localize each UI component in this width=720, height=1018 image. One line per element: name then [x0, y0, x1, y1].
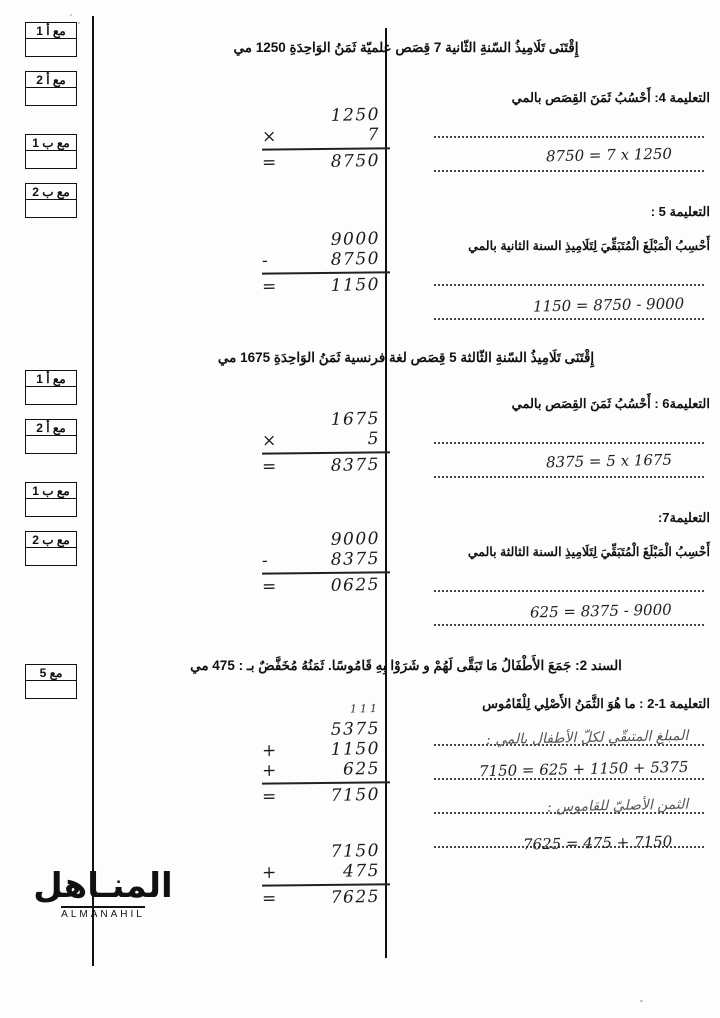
mark-label: مع 5: [25, 664, 77, 680]
operand: 5: [367, 428, 381, 450]
answer-line[interactable]: [434, 284, 704, 286]
logo-subtitle: ALMANAHIL: [61, 906, 145, 920]
mark-group-5: [14, 664, 88, 701]
operand: 7150: [330, 840, 381, 862]
operand: 5375: [330, 718, 381, 740]
mark-checkbox[interactable]: [25, 435, 77, 454]
carry-digits: 111: [349, 701, 381, 716]
mark-label: مع أ 1: [25, 370, 77, 386]
answer-line[interactable]: [434, 590, 704, 592]
operator: +: [261, 862, 277, 884]
answer-line[interactable]: [434, 170, 704, 172]
statement-2: إِقْتَنَى تَلَامِيذُ السّنةِ الثّالثة 5 قِصَص لغة فرنسية ثَمَنُ الوَاحِدَةِ 1675 مي: [217, 350, 595, 365]
operand: 9000: [330, 228, 381, 250]
mark-item: [25, 531, 77, 566]
operator: +: [261, 760, 277, 782]
handwritten-answer-8: 7625 = 475 + 7150: [522, 832, 673, 854]
scan-speck: [70, 14, 72, 16]
operand: 8375: [330, 548, 381, 570]
statement-3: السند 2: جَمَعَ الأَطْفَالُ مَا تَبَقَّى لَهُمْ و شَرَوْا بِهِ قَامُوسًا. ثَمَنُهُ مُخَفَّضٌ بـ : 475 مي: [190, 658, 622, 673]
calculation-4: [262, 530, 390, 596]
instruction-5: التعليمة 5 :: [650, 204, 710, 219]
left-vertical-rule: [92, 16, 94, 966]
operand: 1675: [330, 408, 381, 430]
operator: +: [261, 740, 277, 762]
mark-checkbox[interactable]: [25, 386, 77, 405]
operand: 9000: [330, 528, 381, 550]
result: 8750: [330, 150, 381, 172]
calculation-6: [262, 842, 390, 908]
calculation-1: [262, 106, 390, 172]
instruction-7-body: أَحْسِبُ الْمَبْلَغَ الْمُتَبَقِّيَ لِتَلَامِيذِ السنة الثالثة بالمي: [467, 545, 710, 559]
instruction-4: التعليمة 4: أَحْسُبُ ثَمَنَ القِصَص بالمي: [511, 90, 710, 105]
calculation-3: [262, 410, 390, 476]
handwritten-answer-4: 625 = 8375 - 9000: [530, 600, 673, 622]
logo-wordmark: المنـاهل: [33, 866, 173, 906]
result: 7150: [330, 784, 381, 806]
mark-checkbox[interactable]: [25, 547, 77, 566]
equals-sign: =: [261, 786, 277, 807]
mark-label: مع ب 1: [25, 134, 77, 150]
scan-speck: [640, 1000, 643, 1002]
answer-line[interactable]: [434, 136, 704, 138]
worksheet-content: [100, 18, 712, 978]
handwritten-answer-7: الثمن الأصليّ للقاموس :: [546, 796, 689, 816]
mark-item: [25, 183, 77, 218]
statement-1: إِقْتَنَى تَلَامِيذُ السّنةِ الثّانية 7 قِصَص علميّة ثَمَنُ الوَاحِدَةِ 1250 مي: [233, 40, 579, 55]
mark-label: مع ب 1: [25, 482, 77, 498]
operand: 625: [342, 758, 381, 780]
margin-marks-column: [14, 22, 88, 701]
operand: 1150: [330, 738, 381, 760]
mark-item: [25, 419, 77, 454]
mark-item: [25, 482, 77, 517]
operand: 8750: [330, 248, 381, 270]
mark-label: مع أ 2: [25, 71, 77, 87]
mark-group-3: [14, 370, 88, 456]
mark-checkbox[interactable]: [25, 199, 77, 218]
result: 1150: [330, 274, 381, 296]
mark-item: [25, 370, 77, 405]
equals-sign: =: [261, 152, 277, 173]
mark-checkbox[interactable]: [25, 38, 77, 57]
result: 0625: [330, 574, 381, 596]
mark-item: [25, 134, 77, 169]
equals-sign: =: [261, 576, 277, 597]
instruction-7: التعليمة7:: [657, 510, 710, 525]
equals-sign: =: [261, 276, 277, 297]
answer-line[interactable]: [434, 476, 704, 478]
calculation-2: [262, 230, 390, 296]
mark-label: مع ب 2: [25, 183, 77, 199]
mark-label: مع ب 2: [25, 531, 77, 547]
handwritten-answer-1: 8750 = 7 x 1250: [545, 144, 673, 166]
handwritten-answer-3: 8375 = 5 x 1675: [545, 450, 673, 472]
operator: ×: [261, 126, 277, 148]
answer-line[interactable]: [434, 624, 704, 626]
operand: 1250: [330, 104, 381, 126]
operand: 475: [342, 860, 381, 882]
handwritten-answer-6: 7150 = 625 + 1150 + 5375: [478, 757, 689, 781]
mark-checkbox[interactable]: [25, 150, 77, 169]
answer-line[interactable]: [434, 318, 704, 320]
mark-label: مع أ 1: [25, 22, 77, 38]
handwritten-answer-2: 1150 = 8750 - 9000: [532, 294, 685, 316]
mark-label: مع أ 2: [25, 419, 77, 435]
operator: -: [261, 550, 268, 572]
result: 7625: [330, 886, 381, 908]
operator: -: [261, 250, 268, 272]
mark-checkbox[interactable]: [25, 87, 77, 106]
mark-item: [25, 71, 77, 106]
equals-sign: =: [261, 888, 277, 909]
instruction-6: التعليمة6 : أَحْسُبُ ثَمَنَ القِصَص بالمي: [511, 396, 710, 411]
equals-sign: =: [261, 456, 277, 477]
calculation-5: [262, 700, 390, 806]
mark-group-4: [14, 482, 88, 568]
instruction-5-body: أَحْسِبُ الْمَبْلَغَ الْمُتَبَقِّيَ لِتَلَامِيذِ السنة الثانية بالمي: [468, 239, 710, 253]
almanahil-logo: [28, 868, 178, 922]
result: 8375: [330, 454, 381, 476]
mark-item: [25, 22, 77, 57]
answer-line[interactable]: [434, 442, 704, 444]
mark-group-1: [14, 22, 88, 108]
scan-speck: [78, 22, 80, 24]
operand: 7: [367, 124, 381, 146]
mark-checkbox[interactable]: [25, 680, 77, 699]
instruction-2-1: التعليمة 1-2 : ما هُوَ الثَّمَنُ الأَصْلِي لِلْقَامُوس: [482, 696, 710, 711]
mark-checkbox[interactable]: [25, 498, 77, 517]
handwritten-answer-5: المبلغ المتبقّي لكلّ الأطفال بالمي :: [485, 727, 689, 749]
mark-item: [25, 664, 77, 699]
mark-group-2: [14, 134, 88, 220]
operator: ×: [261, 430, 277, 452]
